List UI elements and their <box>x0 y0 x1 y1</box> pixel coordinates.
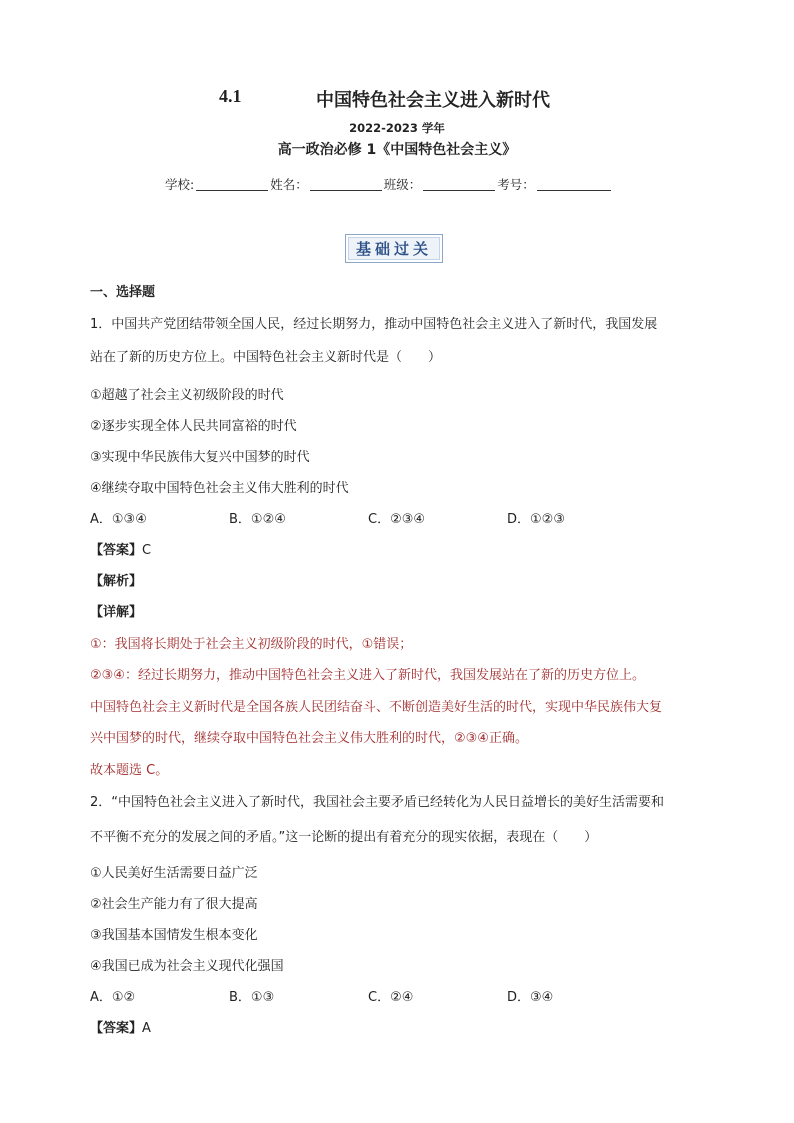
answer-label: 【答案】 <box>90 543 143 558</box>
q1-choice-d[interactable]: D．①②③ <box>507 512 565 527</box>
q1-answer-value: C <box>142 543 152 558</box>
q1-choice-a[interactable]: A．①③④ <box>90 512 147 527</box>
q1-option-1: ①超越了社会主义初级阶段的时代 <box>90 388 284 403</box>
basic-level-badge: 基础过关 <box>345 234 443 263</box>
q1-option-3: ③实现中华民族伟大复兴中国梦的时代 <box>90 450 310 465</box>
section-title: 一、选择题 <box>90 285 156 300</box>
q1-conclusion: 故本题选 C。 <box>90 763 169 778</box>
subject-title: 高一政治必修 1《中国特色社会主义》 <box>277 142 517 158</box>
name-blank[interactable] <box>310 178 382 191</box>
q2-stem-line2: 不平衡不充分的发展之间的矛盾。”这一论断的提出有着充分的现实依据，表现在（ ） <box>90 830 598 845</box>
answer-label: 【答案】 <box>90 1021 143 1036</box>
q1-detail-line2: ②③④：经过长期努力，推动中国特色社会主义进入了新时代，我国发展站在了新的历史方位上。 <box>90 668 645 683</box>
class-label: 班级： <box>383 177 422 192</box>
q2-choice-c[interactable]: C．②④ <box>368 990 414 1005</box>
q1-detail-line4: 兴中国梦的时代，继续夺取中国特色社会主义伟大胜利的时代，②③④正确。 <box>90 731 528 746</box>
q2-option-4: ④我国已成为社会主义现代化强国 <box>90 959 284 974</box>
lesson-number: 4.1 <box>219 86 242 106</box>
q2-choice-a[interactable]: A．①② <box>90 990 136 1005</box>
exam-number-blank[interactable] <box>537 178 611 191</box>
student-info-row <box>165 175 613 193</box>
q2-option-1: ①人民美好生活需要日益广泛 <box>90 866 258 881</box>
lesson-title: 中国特色社会主义进入新时代 <box>316 90 550 111</box>
school-year: 2022-2023 学年 <box>349 121 445 135</box>
school-label: 学校: <box>165 177 195 192</box>
q1-analysis-label: 【解析】 <box>90 574 143 589</box>
q2-choice-d[interactable]: D．③④ <box>507 990 554 1005</box>
q1-option-2: ②逐步实现全体人民共同富裕的时代 <box>90 419 297 434</box>
q2-option-2: ②社会生产能力有了很大提高 <box>90 897 258 912</box>
q2-choice-b[interactable]: B．①③ <box>229 990 275 1005</box>
q2-option-3: ③我国基本国情发生根本变化 <box>90 928 258 943</box>
q1-option-4: ④继续夺取中国特色社会主义伟大胜利的时代 <box>90 481 349 496</box>
name-label: 姓名： <box>270 177 308 192</box>
q1-answer <box>90 539 151 558</box>
exam-number-label: 考号： <box>497 177 535 192</box>
school-blank[interactable] <box>196 178 268 191</box>
q2-stem-line1: 2．“中国特色社会主义进入了新时代，我国社会主要矛盾已经转化为人民日益增长的美好生活需要和 <box>90 795 665 810</box>
q1-stem-line1: 1．中国共产党团结带领全国人民，经过长期努力，推动中国特色社会主义进入了新时代，我国发展 <box>90 317 658 332</box>
q2-answer-value: A <box>142 1021 151 1036</box>
q1-choice-b[interactable]: B．①②④ <box>229 512 286 527</box>
q1-stem-line2: 站在了新的历史方位上。中国特色社会主义新时代是（ ） <box>90 350 442 365</box>
q1-detail-line3: 中国特色社会主义新时代是全国各族人民团结奋斗、不断创造美好生活的时代，实现中华民族伟大复 <box>90 700 663 715</box>
q1-detail-line1: ①：我国将长期处于社会主义初级阶段的时代，①错误； <box>90 637 413 652</box>
q1-choice-c[interactable]: C．②③④ <box>368 512 426 527</box>
class-blank[interactable] <box>423 178 495 191</box>
page-title <box>0 86 794 112</box>
q2-answer <box>90 1017 151 1036</box>
q1-detail-label: 【详解】 <box>90 605 143 620</box>
